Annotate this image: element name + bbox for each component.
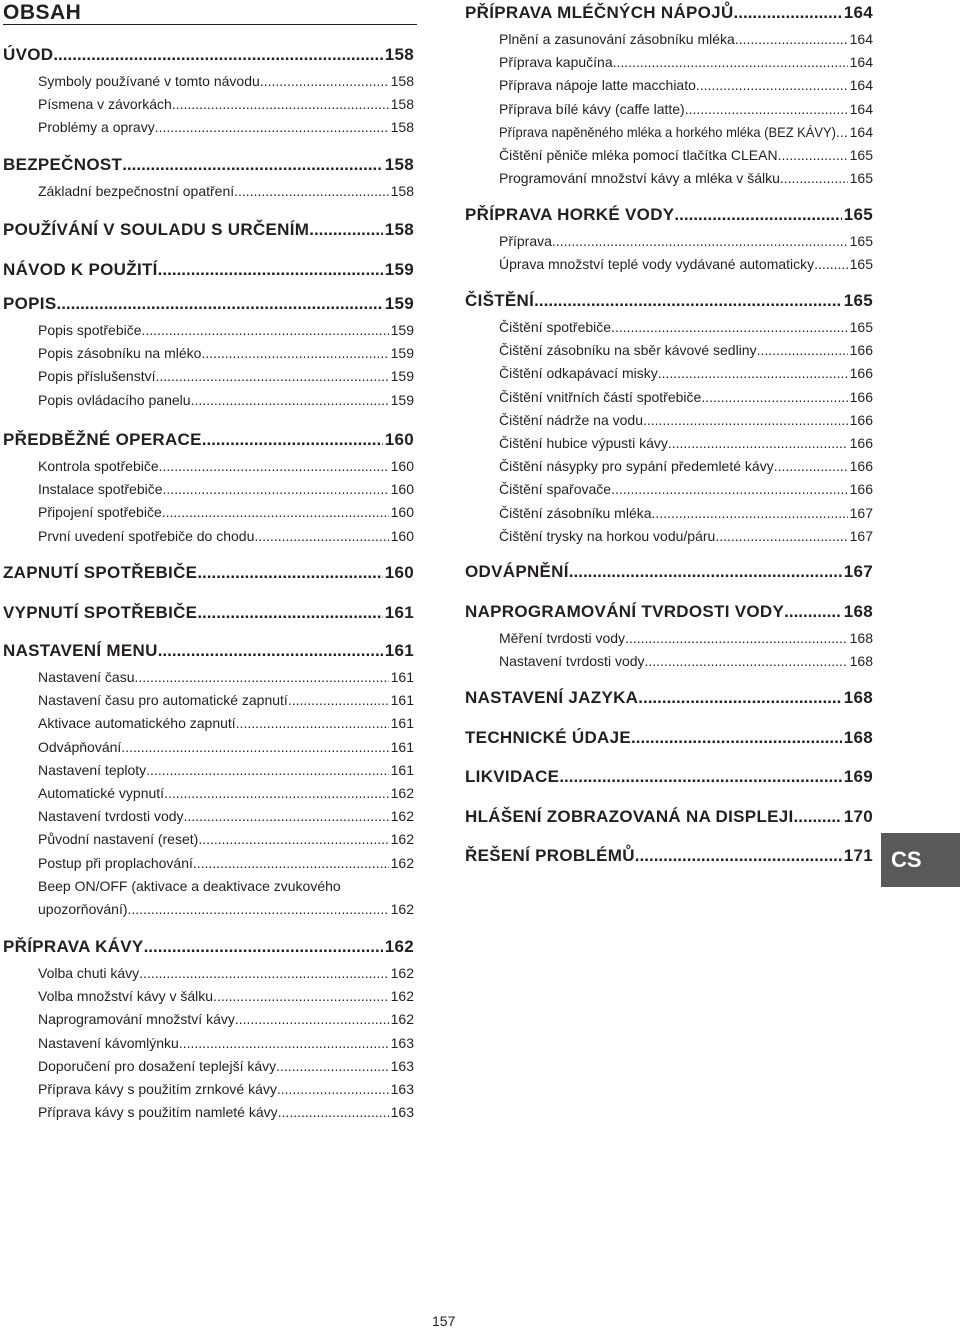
- dot-leader: [643, 409, 848, 432]
- toc-item-label: Čištění hubice výpusti kávy: [499, 435, 668, 451]
- toc-item-label: Programování množství kávy a mléka v šálku: [499, 170, 780, 187]
- dot-leader: [197, 563, 382, 583]
- toc-item-label: Aktivace automatického zapnutí: [38, 715, 236, 732]
- dot-leader: [611, 316, 848, 339]
- dot-leader: [155, 116, 389, 139]
- toc-item-label: Příprava: [499, 233, 552, 249]
- dot-leader: [172, 93, 389, 116]
- toc-section-title: ZAPNUTÍ SPOTŘEBIČE: [3, 563, 198, 582]
- toc-item-label: Příprava nápoje latte macchiato: [499, 77, 696, 94]
- toc-item-odvapnovani[interactable]: [3, 736, 414, 759]
- toc-section-title: NÁVOD K POUŽITÍ: [3, 260, 158, 279]
- toc-section-page: 159: [384, 294, 414, 313]
- dot-leader: [121, 736, 388, 759]
- toc-section-title: POUŽÍVÁNÍ V SOULADU S URČENÍM: [3, 220, 310, 239]
- toc-item-page: 162: [390, 785, 414, 801]
- toc-item-label: Čištění zásobníku na sběr kávové sedliny: [499, 342, 757, 359]
- toc-item-programovani-mnozstvi-kavy-a-mleka-v-salku[interactable]: [465, 167, 873, 190]
- toc-section-nastaveni-jazyka[interactable]: [465, 688, 873, 708]
- toc-item-page: 163: [390, 1104, 414, 1121]
- dot-leader: [685, 98, 848, 121]
- toc-item-label: Instalace spotřebiče: [38, 481, 163, 498]
- dot-leader: [144, 937, 383, 957]
- toc-item-page: 160: [390, 458, 414, 474]
- toc-section-page: 165: [843, 205, 873, 224]
- dot-leader: [668, 432, 848, 455]
- dot-leader: [197, 603, 382, 623]
- toc-section-title: POPIS: [3, 294, 57, 313]
- toc-item-label: Příprava bílé kávy (caffe latte): [499, 100, 685, 117]
- toc-item-label: Naprogramování množství kávy: [38, 1011, 235, 1028]
- toc-section-title: PŘÍPRAVA KÁVY: [3, 937, 144, 956]
- toc-item-page: 161: [390, 738, 414, 755]
- toc-item-page: 161: [390, 761, 414, 778]
- dot-leader: [191, 389, 389, 412]
- toc-section-title: LIKVIDACE: [465, 767, 560, 786]
- toc-item-page: 162: [390, 831, 414, 848]
- toc-item-popis-ovladaciho-panelu[interactable]: [3, 389, 414, 412]
- toc-section-priprava-mlecnych-napoju[interactable]: [465, 3, 873, 23]
- dot-leader: [164, 782, 389, 805]
- toc-item-label: Popis ovládacího panelu: [38, 391, 191, 408]
- toc-item-page: 160: [390, 504, 414, 521]
- toc-item-page: 165: [849, 170, 873, 187]
- dot-leader: [56, 294, 382, 314]
- toc-item-label: Volba chuti kávy: [38, 965, 140, 981]
- toc-section-page: 168: [843, 688, 873, 707]
- toc-item-label: Úprava množství teplé vody vydávané automaticky: [499, 256, 815, 273]
- dot-leader: [309, 220, 383, 240]
- toc-item-page: 162: [390, 808, 414, 825]
- toc-section-page: 158: [384, 45, 414, 64]
- language-badge: CS: [881, 833, 960, 887]
- toc-item-label-line1: Beep ON/OFF (aktivace a deaktivace zvukového: [38, 877, 341, 894]
- dot-leader: [159, 455, 389, 478]
- toc-item-label: Čištění trysky na horkou vodu/páru: [499, 527, 716, 544]
- dot-leader: [658, 362, 848, 385]
- toc-section-page: 160: [384, 563, 414, 582]
- toc-item-upozornovani[interactable]: [3, 898, 414, 921]
- toc-item-cisteni-zasobniku-na-sber-kavove-sedliny[interactable]: [465, 339, 873, 362]
- toc-item-popis-spotrebice[interactable]: [3, 319, 414, 342]
- dot-leader: [193, 852, 389, 875]
- toc-item-cisteni-vnitrnich-casti-spotrebice[interactable]: [465, 386, 873, 409]
- toc-section-page: 170: [843, 807, 873, 826]
- toc-item-label: Popis zásobníku na mléko: [38, 345, 202, 362]
- toc-section-title: VYPNUTÍ SPOTŘEBIČE: [3, 603, 198, 622]
- toc-item-label: Čištění spotřebiče: [499, 319, 612, 335]
- dot-leader: [158, 260, 383, 280]
- toc-item-label: Problémy a opravy: [38, 119, 155, 136]
- toc-item-page: 162: [390, 965, 414, 981]
- dot-leader: [184, 805, 389, 828]
- toc-item-nastaveni-teploty[interactable]: [3, 759, 414, 782]
- toc-section-title: ODVÁPNĚNÍ: [465, 562, 569, 581]
- toc-item-page: 158: [390, 73, 414, 89]
- toc-section-priprava-kavy[interactable]: [3, 937, 414, 957]
- toc-item-nastaveni-tvrdosti-vody[interactable]: [3, 805, 414, 828]
- dot-leader: [635, 846, 842, 866]
- dot-leader: [701, 386, 847, 409]
- dot-leader: [784, 602, 842, 622]
- dot-leader: [734, 3, 842, 23]
- toc-item-pripojeni-spotrebice[interactable]: [3, 501, 414, 524]
- toc-item-label: Nastavení času: [38, 669, 135, 685]
- toc-section-title: ČIŠTĚNÍ: [465, 291, 535, 310]
- toc-item-label: Příprava kávy s použitím zrnkové kávy: [38, 1081, 277, 1097]
- dot-leader: [534, 291, 842, 311]
- dot-leader: [559, 767, 841, 787]
- toc-section-uvod[interactable]: [3, 45, 414, 65]
- page-title: OBSAH: [3, 2, 417, 25]
- toc-item-page: 161: [390, 692, 414, 709]
- toc-item-cisteni-trysky-na-horkou-vodu-paru[interactable]: [465, 525, 873, 548]
- toc-section-page: 162: [384, 937, 414, 956]
- toc-item-page: 164: [849, 77, 873, 94]
- toc-section-hlaseni-zobrazovana-na-displeji[interactable]: [465, 807, 873, 827]
- toc-item-popis-prislusenstvi[interactable]: [3, 365, 414, 388]
- toc-section-predbezne-operace[interactable]: [3, 430, 414, 450]
- toc-item-label: Čištění vnitřních částí spotřebiče: [499, 388, 702, 405]
- dot-leader: [569, 562, 842, 582]
- dot-leader: [552, 230, 848, 253]
- toc-item-label: Písmena v závorkách: [38, 96, 172, 113]
- toc-item-volba-mnozstvi-kavy-v-salku[interactable]: [3, 985, 414, 1008]
- dot-leader: [122, 155, 383, 175]
- toc-section-page: 164: [843, 3, 873, 22]
- toc-item-automaticke-vypnuti[interactable]: [3, 782, 414, 805]
- toc-section-odvapneni[interactable]: [465, 562, 873, 582]
- toc-item-page: 161: [390, 669, 414, 685]
- toc-item-page: 163: [390, 1081, 414, 1097]
- toc-section-page: 165: [843, 291, 873, 310]
- toc-section-title: ŘEŠENÍ PROBLÉMŮ: [465, 846, 635, 865]
- toc-section-naprogramovani-tvrdosti-vody[interactable]: [465, 602, 873, 622]
- toc-item-label: Čištění násypky pro sypání předemleté kávy: [499, 458, 774, 475]
- toc-section-title: ÚVOD: [3, 45, 54, 64]
- toc-item-label: Příprava kapučína: [499, 54, 613, 71]
- toc-item-page: 165: [849, 256, 873, 273]
- toc-item-postup-pri-proplachovani[interactable]: [3, 852, 414, 875]
- toc-item-page: 160: [390, 527, 414, 544]
- toc-item-cisteni-nadrze-na-vodu[interactable]: [465, 409, 873, 432]
- toc-item-label: Symboly používané v tomto návodu: [38, 73, 260, 89]
- toc-item-label: Popis spotřebiče: [38, 322, 142, 338]
- dot-leader: [288, 689, 389, 712]
- dot-leader: [162, 501, 389, 524]
- dot-leader: [202, 430, 383, 450]
- toc-item-zakladni-bezpecnostni-opatreni[interactable]: [3, 180, 414, 203]
- dot-leader: [156, 365, 389, 388]
- toc-item-popis-zasobniku-na-mleko[interactable]: [3, 342, 414, 365]
- toc-section-page: 168: [843, 602, 873, 621]
- toc-item-label: Čištění pěniče mléka pomocí tlačítka CLEAN: [499, 147, 778, 163]
- toc-section-title: HLÁŠENÍ ZOBRAZOVANÁ NA DISPLEJI: [465, 807, 794, 826]
- toc-item-cisteni-zasobniku-mleka[interactable]: [465, 502, 873, 525]
- dot-leader: [53, 45, 382, 65]
- dot-leader: [179, 1032, 389, 1055]
- toc-section-title: TECHNICKÉ ÚDAJE: [465, 728, 632, 747]
- dot-leader: [135, 666, 389, 689]
- toc-section-page: 160: [384, 430, 414, 449]
- toc-section-title: BEZPEČNOST: [3, 155, 123, 174]
- toc-item-volba-chuti-kavy[interactable]: [3, 962, 414, 985]
- toc-item-page: 163: [390, 1057, 414, 1074]
- toc-item-page: 162: [390, 901, 414, 917]
- toc-item-label: Doporučení pro dosažení teplejší kávy: [38, 1057, 277, 1074]
- toc-section-pouzivani-v-souladu-s-urcenim[interactable]: [3, 220, 414, 240]
- page-number: 157: [432, 1313, 456, 1329]
- toc-item-uprava-mnozstvi-teple-vody-vydavane-automaticky[interactable]: [465, 253, 873, 276]
- dot-leader: [146, 759, 388, 782]
- toc-item-label: Postup při proplachování: [38, 854, 193, 871]
- toc-item-page: 162: [390, 854, 414, 871]
- dot-leader: [757, 339, 848, 362]
- toc-section-zapnuti-spotrebice[interactable]: [3, 563, 414, 583]
- toc-section-page: 169: [843, 767, 873, 786]
- toc-item-priprava-napeneneho-mleka-a-horkeho-mleka-bez-kavy[interactable]: [465, 121, 873, 144]
- toc-item-page: 166: [849, 435, 873, 451]
- toc-item-priprava-kapucina[interactable]: [465, 51, 873, 74]
- toc-section-title: NASTAVENÍ MENU: [3, 641, 158, 660]
- toc-section-nastaveni-menu[interactable]: [3, 641, 414, 661]
- toc-item-cisteni-sparovace[interactable]: [465, 478, 873, 501]
- toc-section-vypnuti-spotrebice[interactable]: [3, 603, 414, 623]
- toc-section-page: 158: [384, 155, 414, 174]
- dot-leader: [163, 478, 389, 501]
- toc-section-priprava-horke-vody[interactable]: [465, 205, 873, 225]
- toc-section-page: 159: [384, 260, 414, 279]
- dot-leader: [158, 641, 383, 661]
- toc-item-label: Nastavení tvrdosti vody: [499, 653, 645, 670]
- toc-item-priprava-kavy-s-pouzitim-namlete-kavy[interactable]: [3, 1101, 414, 1124]
- dot-leader: [611, 478, 848, 501]
- toc-item-label: Kontrola spotřebiče: [38, 458, 159, 474]
- toc-item-instalace-spotrebice[interactable]: [3, 478, 414, 501]
- toc-item-nastaveni-casu[interactable]: [3, 666, 414, 689]
- toc-item-page: 165: [849, 233, 873, 249]
- toc-section-title: PŘÍPRAVA MLÉČNÝCH NÁPOJŮ: [465, 3, 734, 22]
- toc-item-page: 166: [849, 342, 873, 359]
- toc-item-page: 164: [849, 123, 873, 140]
- dot-leader: [213, 985, 389, 1008]
- toc-item-cisteni-nasypky-pro-sypani-predemlete-kavy[interactable]: [465, 455, 873, 478]
- toc-item-aktivace-automatickeho-zapnuti[interactable]: [3, 712, 414, 735]
- toc-item-line: [3, 875, 414, 898]
- dot-leader: [278, 1101, 389, 1124]
- dot-leader: [276, 1055, 389, 1078]
- toc-item-nastaveni-tvrdosti-vody[interactable]: [465, 650, 873, 673]
- toc-item-label: Odvápňování: [38, 738, 122, 755]
- toc-item-page: 158: [390, 183, 414, 199]
- toc-section-cisteni[interactable]: [465, 291, 873, 311]
- toc-item-label: Popis příslušenství: [38, 368, 156, 385]
- toc-item-problemy-a-opravy[interactable]: [3, 116, 414, 139]
- dot-leader: [277, 1078, 389, 1101]
- toc-item-label: Příprava kávy s použitím namleté kávy: [38, 1104, 278, 1121]
- toc-item-label: Čištění odkapávací misky: [499, 365, 658, 382]
- toc-section-page: 161: [384, 603, 414, 622]
- toc-section-navod-k-pouziti[interactable]: [3, 260, 414, 280]
- toc-section-reseni-problemu[interactable]: [465, 846, 873, 866]
- toc-item-cisteni-hubice-vypusti-kavy[interactable]: [465, 432, 873, 455]
- toc-section-page: 168: [843, 728, 873, 747]
- dot-leader: [735, 28, 848, 51]
- toc-item-nastaveni-casu-pro-automaticke-zapnuti[interactable]: [3, 689, 414, 712]
- toc-item-label: První uvedení spotřebiče do chodu: [38, 527, 255, 544]
- toc-item-page: 159: [390, 322, 414, 338]
- toc-item-label: Automatické vypnutí: [38, 785, 165, 801]
- toc-item-page: 160: [390, 481, 414, 498]
- toc-item-cisteni-odkapavaci-misky[interactable]: [465, 362, 873, 385]
- dot-leader: [652, 502, 848, 525]
- toc-item-page: 168: [849, 653, 873, 670]
- toc-item-doporuceni-pro-dosazeni-teplejsi-kavy[interactable]: [3, 1055, 414, 1078]
- toc-section-title: NASTAVENÍ JAZYKA: [465, 688, 639, 707]
- toc-item-page: 163: [390, 1034, 414, 1051]
- dot-leader: [778, 144, 848, 167]
- toc-item-page: 162: [390, 988, 414, 1005]
- toc-item-label: Připojení spotřebiče: [38, 504, 162, 521]
- dot-leader: [631, 728, 842, 748]
- dot-leader: [780, 167, 848, 190]
- toc-item-page: 165: [849, 147, 873, 163]
- toc-item-label: Nastavení tvrdosti vody: [38, 808, 184, 825]
- dot-leader: [836, 121, 848, 144]
- dot-leader: [254, 525, 388, 548]
- toc-section-page: 161: [384, 641, 414, 660]
- toc-item-label: Čištění spařovače: [499, 481, 612, 498]
- toc-section-popis[interactable]: [3, 294, 414, 314]
- dot-leader: [715, 525, 847, 548]
- toc-item-label: Měření tvrdosti vody: [499, 630, 626, 646]
- toc-item-label: Základní bezpečnostní opatření: [38, 183, 235, 199]
- dot-leader: [198, 828, 388, 851]
- toc-item-priprava-kavy-s-pouzitim-zrnkove-kavy[interactable]: [3, 1078, 414, 1101]
- toc-item-page: 164: [849, 31, 873, 47]
- dot-leader: [814, 253, 847, 276]
- toc-item-priprava[interactable]: [465, 230, 873, 253]
- toc-item-label: Příprava napěněného mléka a horkého mléka (BEZ KÁVY): [499, 123, 836, 140]
- toc-item-page: 161: [390, 715, 414, 732]
- toc-item-page: 159: [390, 391, 414, 408]
- dot-leader: [696, 74, 848, 97]
- toc-item-cisteni-spotrebice[interactable]: [465, 316, 873, 339]
- toc-item-page: 166: [849, 388, 873, 405]
- dot-leader: [774, 455, 848, 478]
- dot-leader: [236, 712, 389, 735]
- toc-item-mereni-tvrdosti-vody[interactable]: [465, 627, 873, 650]
- toc-section-page: 171: [843, 846, 873, 865]
- toc-item-kontrola-spotrebice[interactable]: [3, 455, 414, 478]
- toc-item-label: Nastavení teploty: [38, 761, 147, 778]
- toc-item-page: 168: [849, 630, 873, 646]
- toc-item-cisteni-penice-mleka-pomoci-tlacitka-clean[interactable]: [465, 144, 873, 167]
- toc-item-label: Čištění zásobníku mléka: [499, 504, 652, 521]
- toc-section-title: NAPROGRAMOVÁNÍ TVRDOSTI VODY: [465, 602, 785, 621]
- toc-item-page: 165: [849, 319, 873, 335]
- toc-section-title: PŘEDBĚŽNÉ OPERACE: [3, 430, 202, 449]
- dot-leader: [625, 627, 848, 650]
- dot-leader: [260, 70, 389, 93]
- toc-item-priprava-bile-kavy-caffe-latte[interactable]: [465, 98, 873, 121]
- toc-item-page: 159: [390, 368, 414, 385]
- toc-section-page: 167: [843, 562, 873, 581]
- toc-item-page: 164: [849, 100, 873, 117]
- toc-item-page: 164: [849, 54, 873, 71]
- toc-item-priprava-napoje-latte-macchiato[interactable]: [465, 74, 873, 97]
- dot-leader: [128, 898, 389, 921]
- toc-item-label: Čištění nádrže na vodu: [499, 411, 643, 428]
- toc-item-label: Nastavení času pro automatické zapnutí: [38, 692, 288, 709]
- toc-section-bezpecnost[interactable]: [3, 155, 414, 175]
- toc-section-likvidace[interactable]: [465, 767, 873, 787]
- dot-leader: [234, 180, 389, 203]
- dot-leader: [142, 319, 389, 342]
- toc-item-page: 166: [849, 481, 873, 498]
- toc-item-label: Volba množství kávy v šálku: [38, 988, 214, 1005]
- toc-item-naprogramovani-mnozstvi-kavy[interactable]: [3, 1008, 414, 1031]
- dot-leader: [201, 342, 388, 365]
- toc-section-technicke-udaje[interactable]: [465, 728, 873, 748]
- toc-item-page: 158: [390, 119, 414, 136]
- toc-section-page: 158: [384, 220, 414, 239]
- toc-item-page: 167: [849, 504, 873, 521]
- toc-item-nastaveni-kavomlynku[interactable]: [3, 1032, 414, 1055]
- toc-item-page: 166: [849, 365, 873, 382]
- toc-item-symboly-pouzivane-v-tomto-navodu[interactable]: [3, 70, 414, 93]
- toc-item-page: 166: [849, 411, 873, 428]
- toc-item-prvni-uvedeni-spotrebice-do-chodu[interactable]: [3, 525, 414, 548]
- toc-item-page: 158: [390, 96, 414, 113]
- toc-item-label: Plnění a zasunování zásobníku mléka: [499, 31, 735, 47]
- toc-item-pismena-v-zavorkach[interactable]: [3, 93, 414, 116]
- dot-leader: [613, 51, 848, 74]
- toc-item-puvodni-nastaveni-reset[interactable]: [3, 828, 414, 851]
- dot-leader: [674, 205, 841, 225]
- dot-leader: [139, 962, 388, 985]
- toc-item-page: 162: [390, 1011, 414, 1028]
- toc-item-page: 159: [390, 345, 414, 362]
- dot-leader: [794, 807, 842, 827]
- toc-item-label: Původní nastavení (reset): [38, 831, 199, 848]
- toc-item-label: Nastavení kávomlýnku: [38, 1034, 179, 1051]
- toc-section-title: PŘÍPRAVA HORKÉ VODY: [465, 205, 675, 224]
- dot-leader: [638, 688, 841, 708]
- toc-item-label: upozorňování): [38, 901, 128, 917]
- toc-item-plneni-a-zasunovani-zasobniku-mleka[interactable]: [465, 28, 873, 51]
- toc-item-page: 166: [849, 458, 873, 475]
- dot-leader: [235, 1008, 389, 1031]
- dot-leader: [645, 650, 848, 673]
- toc-item-page: 167: [849, 527, 873, 544]
